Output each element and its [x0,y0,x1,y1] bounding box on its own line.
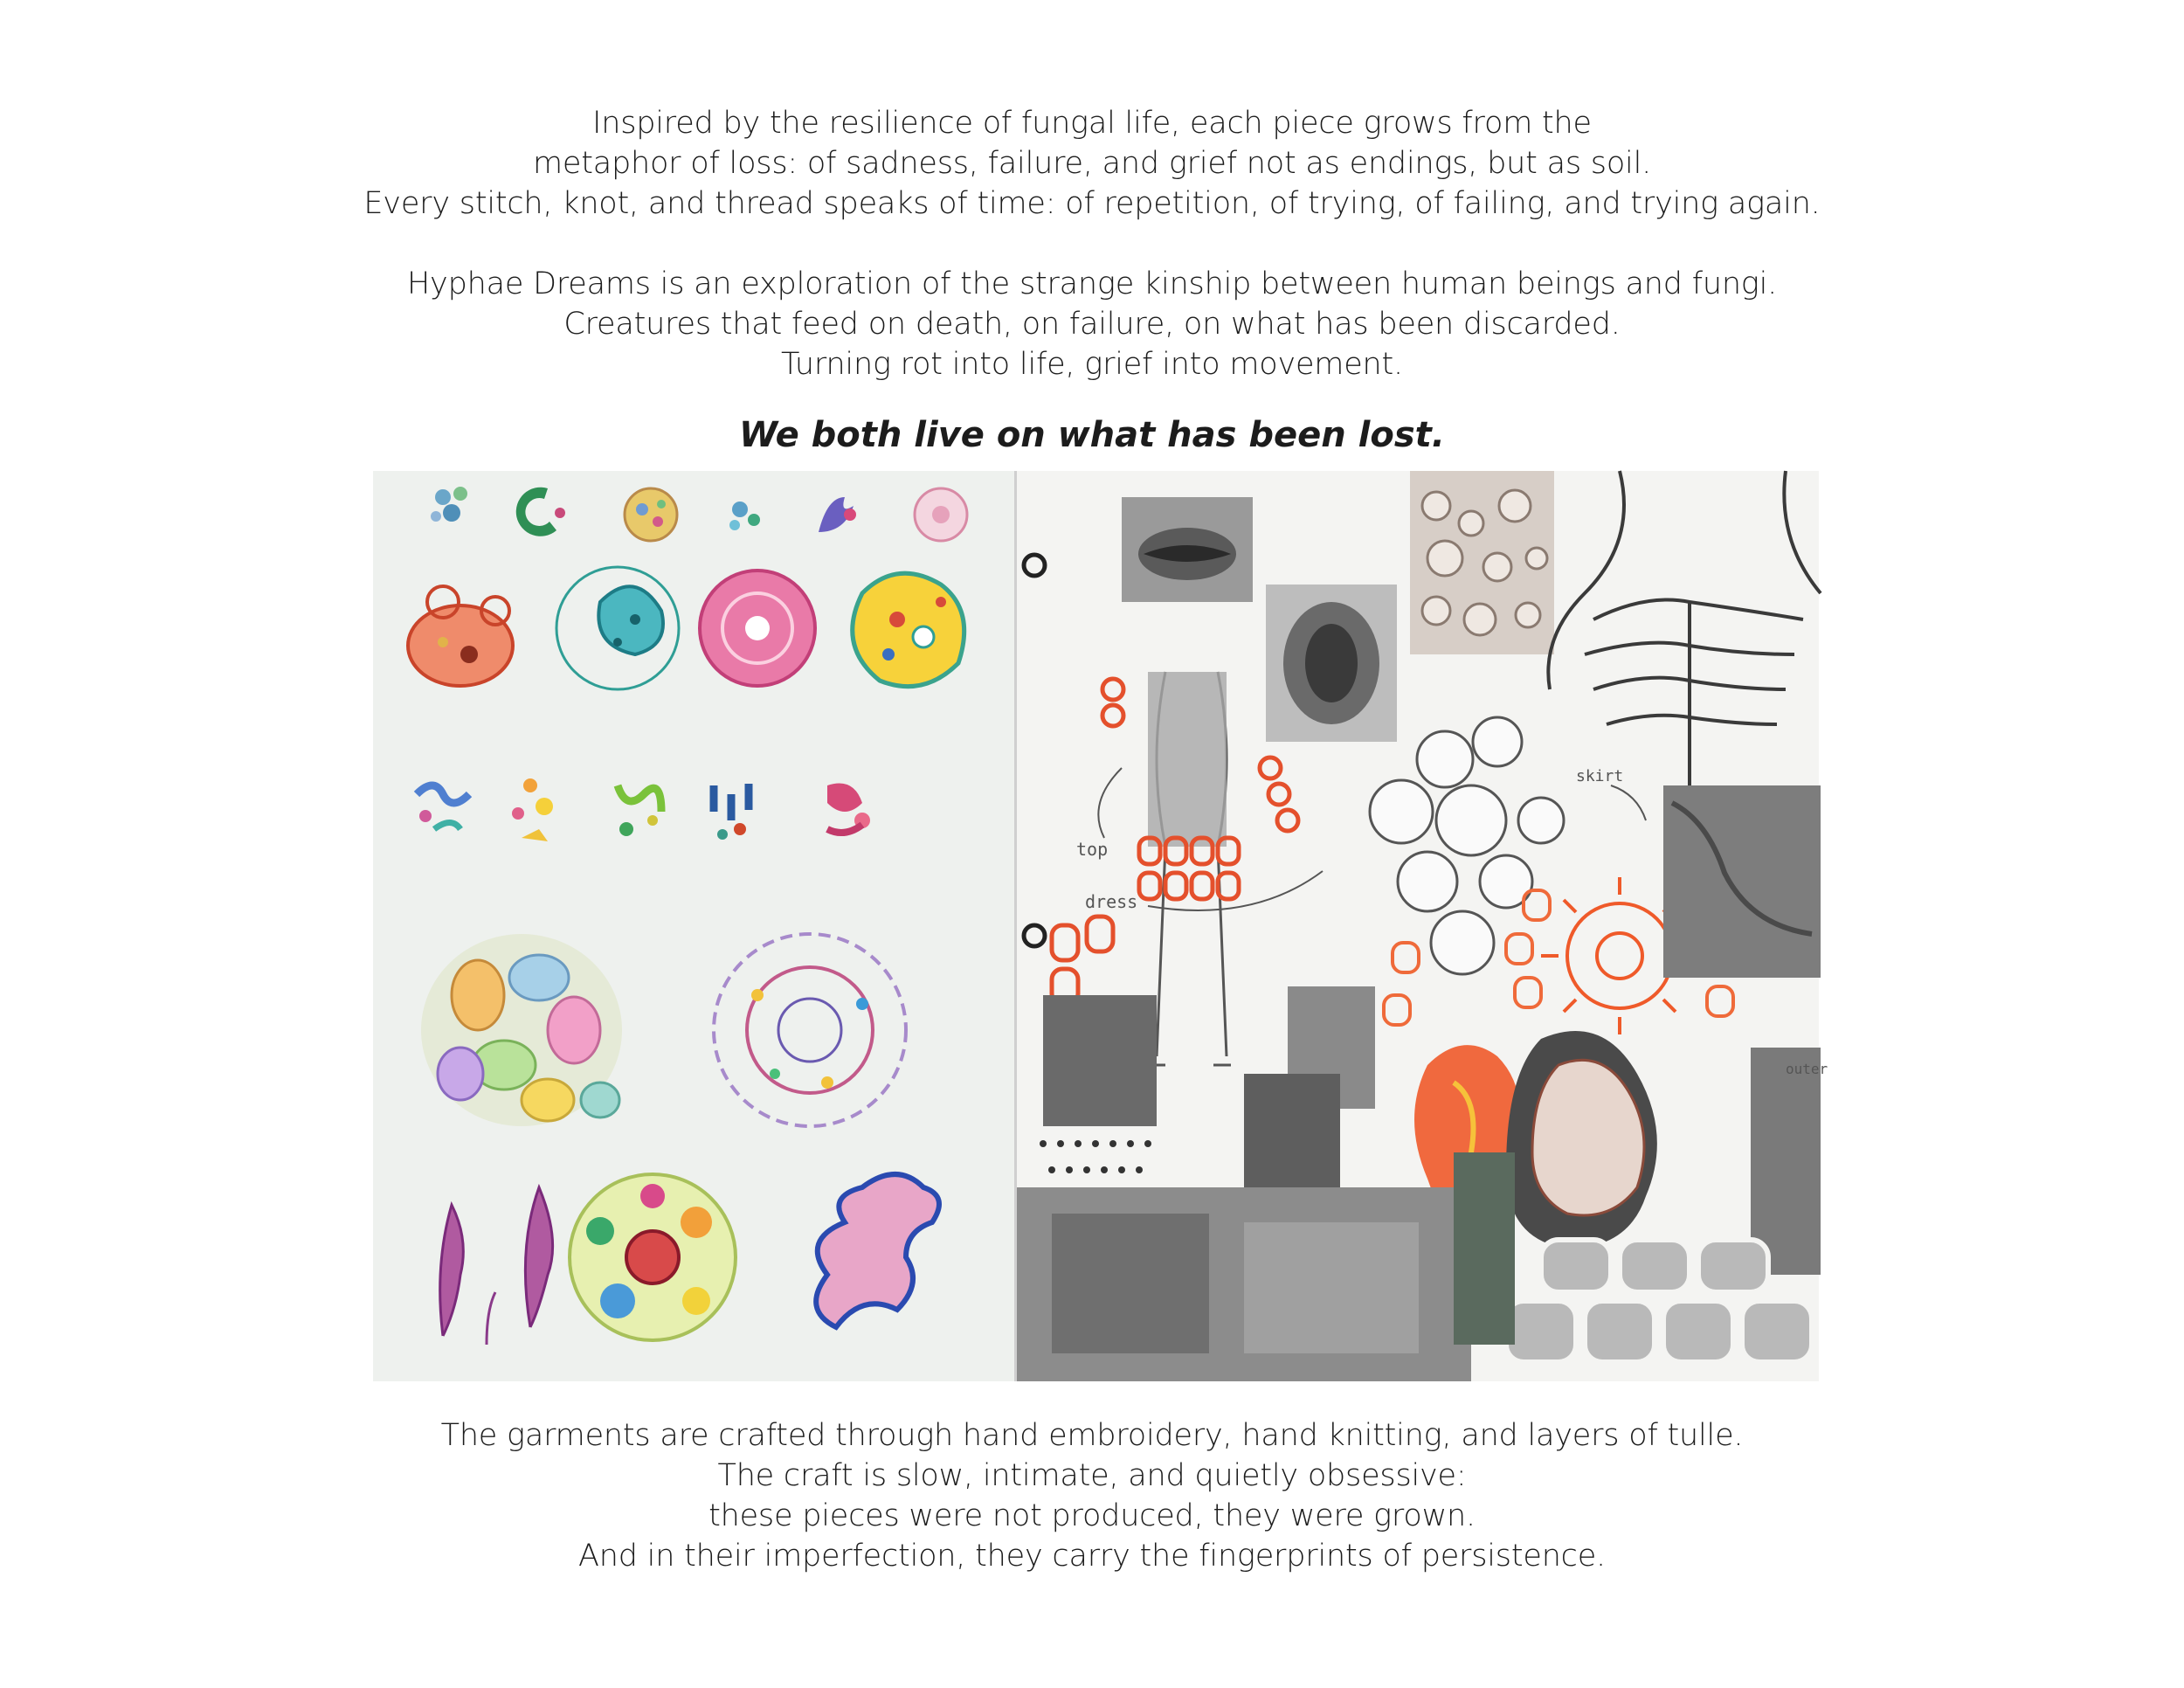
kinship-line: Creatures that feed on death, on failure, on what has been discarded. [563,307,1621,342]
closing-line: these pieces were not produced, they were grown. [708,1498,1476,1533]
sketchbook-photo [373,471,1828,1381]
intro-line: Every stitch, knot, and thread speaks of time: of repetition, of trying, of failing, and trying again. [363,186,1821,221]
kinship-line: Hyphae Dreams is an exploration of the strange kinship between human beings and fungi. [406,266,1778,301]
annotation-skirt: skirt [1576,767,1624,785]
bubble-sketch [1370,717,1564,974]
intro-line: Inspired by the resilience of fungal life, each piece grows from the [592,106,1592,141]
closing-line: The craft is slow, intimate, and quietly obsessive: [717,1458,1467,1493]
fungi-organisms-row-2 [408,567,964,689]
fungi-drawings-illustration [373,471,1014,1381]
closing-line: And in their imperfection, they carry the fingerprints of persistence. [578,1539,1606,1574]
closing-line: The garments are crafted through hand embroidery, hand knitting, and layers of tulle. [440,1418,1744,1453]
kinship-paragraph [0,264,2184,384]
kinship-line: Turning rot into life, grief into movement. [781,347,1403,382]
collage-illustration [1017,471,1828,1381]
stone-pattern [1506,1240,1812,1362]
organisms-row-5 [440,1174,939,1345]
annotation-dress: dress [1085,891,1138,912]
closing-paragraph [0,1415,2184,1576]
collage-sketch-page [1014,471,1828,1381]
annotation-outer: outer [1786,1061,1828,1077]
annotation-top: top [1076,839,1109,860]
spore-cluster-row-1 [431,487,967,541]
ribcage-sketch [1548,471,1821,794]
intro-line: metaphor of loss: of sadness, failure, and grief not as endings, but as soil. [532,146,1652,181]
intro-paragraph [0,103,2184,224]
squiggle-clusters-row-3 [417,778,870,841]
tagline: We both live on what has been lost. [739,415,1445,455]
fungi-drawings-page [373,471,1014,1381]
large-organisms-row-4 [421,934,906,1126]
